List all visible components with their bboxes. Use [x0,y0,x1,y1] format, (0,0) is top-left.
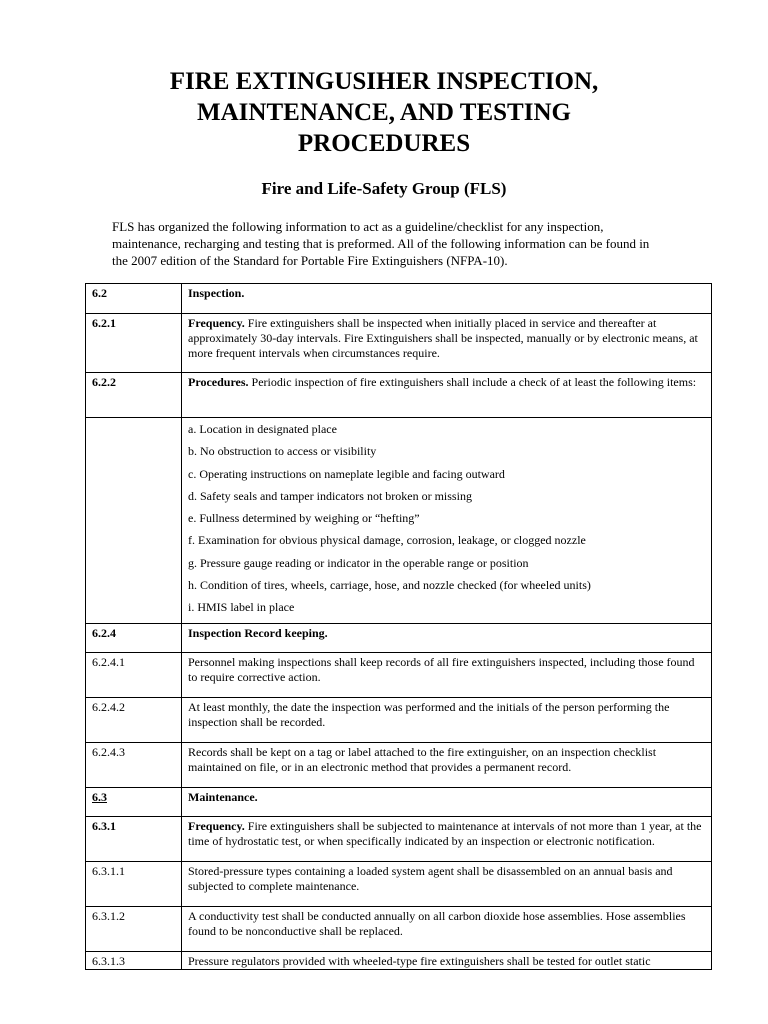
lead-term: Procedures. [188,375,249,389]
section-text: Stored-pressure types containing a loaded system agent shall be disassembled on an annual basis and subjected to complete maintenance. [182,861,712,906]
title-line: PROCEDURES [297,130,471,157]
table-row [86,652,712,697]
title-line: FIRE EXTINGUSIHER INSPECTION, [169,68,599,95]
section-text [182,314,712,373]
body-text: Fire extinguishers shall be inspected when initially placed in service and thereafter at approximately 30-day intervals. Fire Extinguishers shall be inspected, manually or by electronic means, at more frequent intervals when circumstances require. [188,316,698,360]
section-heading: Inspection. [182,284,712,314]
table-row [86,697,712,742]
section-number: 6.2.2 [86,373,182,418]
table-row [86,418,712,624]
body-text: Fire extinguishers shall be subjected to maintenance at intervals of not more than 1 year, at the time of hydrostatic test, or when specifically indicated by an inspection or electronic notification. [188,818,702,848]
section-number: 6.3.1 [86,816,182,861]
section-text: Pressure regulators provided with wheeled-type fire extinguishers shall be tested for outlet static [182,951,712,969]
checklist-item: e. Fullness determined by weighing or “hefting” [188,511,420,526]
table-row [86,816,712,861]
document-subtitle: Fire and Life-Safety Group (FLS) [261,179,507,198]
checklist-item: a. Location in designated place [188,422,337,436]
section-number: 6.3 [86,787,182,816]
table-row [86,951,712,969]
table-row [86,284,712,314]
section-heading: Maintenance. [182,787,712,816]
table-row [86,373,712,418]
section-heading: Inspection Record keeping. [182,623,712,652]
body-text: Periodic inspection of fire extinguishers shall include a check of at least the following items: [248,375,697,389]
section-number: 6.2.4.3 [86,742,182,787]
section-text: Personnel making inspections shall keep records of all fire extinguishers inspected, including those found to require corrective action. [182,652,712,697]
checklist-item: c. Operating instructions on nameplate legible and facing outward [188,466,505,481]
section-text: A conductivity test shall be conducted annually on all carbon dioxide hose assemblies. Hose assemblies found to be nonconductive shall be replaced. [182,906,712,951]
table-row [86,623,712,652]
section-number: 6.3.1.3 [86,951,182,969]
table-row [86,787,712,816]
section-text: At least monthly, the date the inspection was performed and the initials of the person performing the inspection shall be recorded. [182,697,712,742]
section-number: 6.2 [86,284,182,314]
lead-term: Frequency. [188,316,245,330]
inspection-checklist [182,418,712,624]
section-number: 6.2.4.2 [86,697,182,742]
table-row [86,742,712,787]
table-row [86,906,712,951]
table-row [86,314,712,373]
checklist-item: b. No obstruction to access or visibility [188,444,377,459]
empty-cell [86,418,182,624]
lead-term: Frequency. [188,818,245,833]
checklist-item: d. Safety seals and tamper indicators not broken or missing [188,488,472,503]
section-number: 6.2.1 [86,314,182,373]
section-number: 6.3.1.1 [86,861,182,906]
checklist-item: i. HMIS label in place [188,600,295,615]
section-number: 6.3.1.2 [86,906,182,951]
checklist-item: g. Pressure gauge reading or indicator in the operable range or position [188,555,529,570]
section-text [182,373,712,418]
title-line: MAINTENANCE, AND TESTING [197,99,571,126]
document-title [0,66,768,159]
section-text [182,816,712,861]
checklist-item: f. Examination for obvious physical damage, corrosion, leakage, or clogged nozzle [188,533,586,548]
section-number: 6.2.4 [86,623,182,652]
section-text: Records shall be kept on a tag or label attached to the fire extinguisher, on an inspection checklist maintained on file, or in an electronic method that provides a permanent record. [182,742,712,787]
table-row [86,861,712,906]
intro-paragraph: FLS has organized the following information to act as a guideline/checklist for any inspection, maintenance, recharging and testing that is preformed. All of the following information can be found in the 2007 edition of the Standard for Portable Fire Extinguishers (NFPA-10). [112,219,650,268]
checklist-item: h. Condition of tires, wheels, carriage, hose, and nozzle checked (for wheeled units) [188,578,591,593]
section-number: 6.2.4.1 [86,652,182,697]
procedures-table [85,283,712,970]
